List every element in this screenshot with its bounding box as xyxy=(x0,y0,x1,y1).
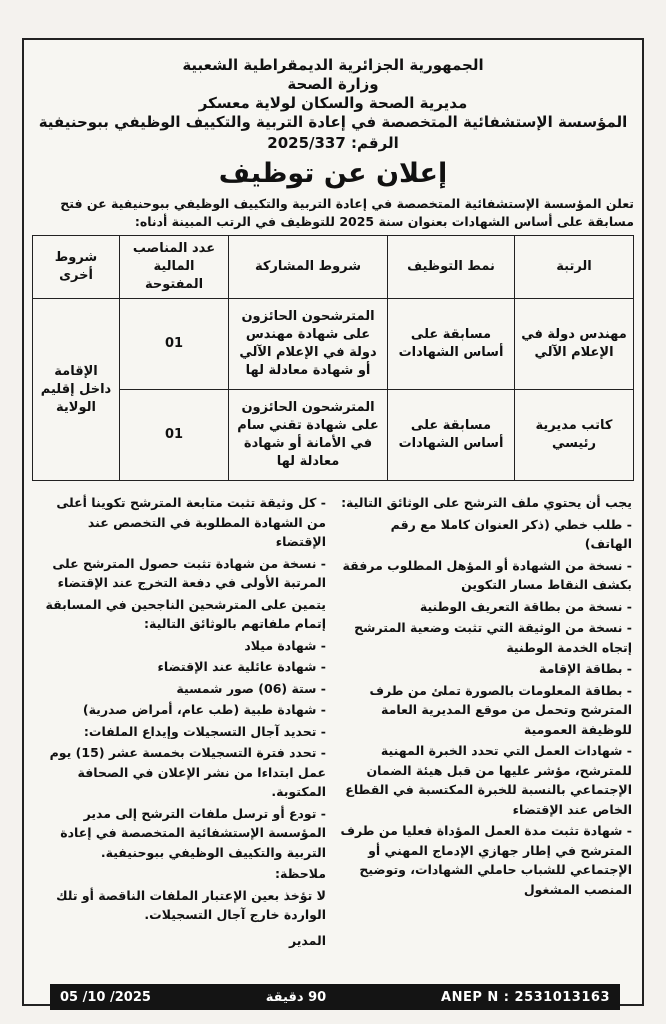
institution-name: المؤسسة الإستشفائية المتخصصة في إعادة التربية والتكييف الوظيفي ببوحنيفية xyxy=(38,113,628,131)
table-header-row xyxy=(33,236,634,299)
list-item: - شهادة عائلية عند الإقتضاء xyxy=(157,659,326,674)
list-item: - بطاقة الإقامة xyxy=(538,661,632,676)
rank-cell: كاتب مديرية رئيسي xyxy=(515,390,634,481)
mode-cell: مسابقة على أساس الشهادات xyxy=(388,390,515,481)
table-header-mode: نمط التوظيف xyxy=(388,236,515,299)
announcement-document xyxy=(22,38,644,1006)
publication-date: 05 /10 /2025 xyxy=(60,989,151,1005)
list-item: - تحدد فترة التسجيلات بخمسة عشر (15) يوم عمل ابتداءا من نشر الإعلان في الصحافة المكتوبة. xyxy=(49,745,326,799)
note-text: لا تؤخذ بعين الإعتبار الملفات الناقصة أو تلك الواردة خارج آجال التسجيلات. xyxy=(56,887,326,922)
list-item: - تودع أو ترسل ملفات الترشح إلى مدير المؤسسة الإستشفائية المتخصصة في إعادة التربية والتكييف الوظيفي ببوحنيفية. xyxy=(60,805,326,860)
positions-cell: 01 xyxy=(120,299,229,390)
list-item: - بطاقة المعلومات بالصورة تملئ من طرف المترشح وتحمل من موقع المديرية العامة للوظيفة العمومية xyxy=(369,682,632,737)
directorate-name: مديرية الصحة والسكان لولاية معسكر xyxy=(198,94,468,112)
table-row xyxy=(33,390,634,481)
list-item: - تحديد آجال التسجيلات وإيداع الملفات: xyxy=(83,723,326,739)
list-item: - شهادة ميلاد xyxy=(244,637,326,653)
list-item: - نسخة من الوثيقة التي تثبت وضعية المترشح إتجاه الخدمة الوطنية xyxy=(354,620,632,655)
list-item: - شهادة تثبت مدة العمل المؤداة فعليا من طرف المترشح في إطار جهازي الإدماج المهني أو الإجتماعي للشباب حاملي الشهادات، وتوضيح المنصب المشغول xyxy=(340,823,632,897)
rank-cell: مهندس دولة في الإعلام الآلي xyxy=(515,299,634,390)
list-item: - نسخة من شهادة تثبت حصول المترشح على المرتبة الأولى في دفعة التخرج عند الإقتضاء xyxy=(52,555,326,590)
republic-name: الجمهورية الجزائرية الديمقراطية الشعبية xyxy=(182,56,484,74)
note-heading: ملاحظة: xyxy=(275,866,326,881)
list-item: - ستة (06) صور شمسية xyxy=(176,680,326,696)
table-row xyxy=(33,299,634,390)
list-item: - نسخة من الشهادة أو المؤهل المطلوب مرفقة بكشف النقاط مسار التكوين xyxy=(342,557,632,592)
page-title: إعلان عن توظيف xyxy=(218,158,448,189)
list-item: يجب أن يحتوي ملف الترشح على الوثائق التالية: xyxy=(341,495,632,510)
list-item: - طلب خطي (ذكر العنوان كاملا مع رقم الهاتف) xyxy=(390,516,632,551)
list-item: - نسخة من بطاقة التعريف الوطنية xyxy=(419,598,632,614)
table-header-other: شروط أخرى xyxy=(33,236,120,299)
mode-cell: مسابقة على أساس الشهادات xyxy=(388,299,515,390)
positions-table xyxy=(32,235,634,481)
documents-list-left xyxy=(34,493,326,952)
other-conditions-cell: الإقامة داخل إقليم الولاية xyxy=(33,299,120,481)
table-header-conditions: شروط المشاركة xyxy=(229,236,388,299)
table-header-rank: الرتبة xyxy=(515,236,634,299)
list-item: يتمين على المترشحين الناجحين في المسابقة إتمام ملفاتهم بالوثائق التالية: xyxy=(45,596,326,631)
positions-cell: 01 xyxy=(120,390,229,481)
intro-paragraph: تعلن المؤسسة الإستشفائية المتخصصة في إعادة التربية والتكييف الوظيفي ببوحنيفية عن فتح مسابقة على أساس الشهادات بعنوان سنة 2025 للتوظيف في الرتب المبينة أدناه: xyxy=(60,196,634,229)
list-item: - كل وثيقة تثبت متابعة المترشح تكوينا أعلى من الشهادة المطلوبة في التخصص عند الإقتضاء xyxy=(56,495,326,549)
publication-footer xyxy=(50,984,620,1010)
conditions-cell: المترشحون الحائزون على شهادة تقني سام في الأمانة أو شهادة معادلة لها xyxy=(229,390,388,481)
signature: المدير xyxy=(288,932,326,948)
documents-list-right xyxy=(340,493,632,952)
list-item: - شهادات العمل التي تحدد الخبرة المهنية للمترشح، مؤشر عليها من قبل هيئة الضمان الإجتماعي بالنسبة للخبرة المكتسبة في القطاع الخاص عند الإقتضاء xyxy=(345,743,632,817)
requirements-section xyxy=(24,493,642,952)
list-item: - شهادة طبية (طب عام، أمراض صدرية) xyxy=(82,702,326,717)
ministry-name: وزارة الصحة xyxy=(287,75,379,93)
table-header-positions: عدد المناصب المالية المفتوحة xyxy=(120,236,229,299)
reference-number: الرقم: 2025/337 xyxy=(267,134,399,152)
letterhead xyxy=(24,56,642,152)
anep-number: ANEP N : 2531013163 xyxy=(441,989,610,1005)
publication-middle-text: 90 دقيقة xyxy=(265,989,327,1005)
conditions-cell: المترشحون الحائزون على شهادة مهندس دولة في الإعلام الآلي أو شهادة معادلة لها xyxy=(229,299,388,390)
